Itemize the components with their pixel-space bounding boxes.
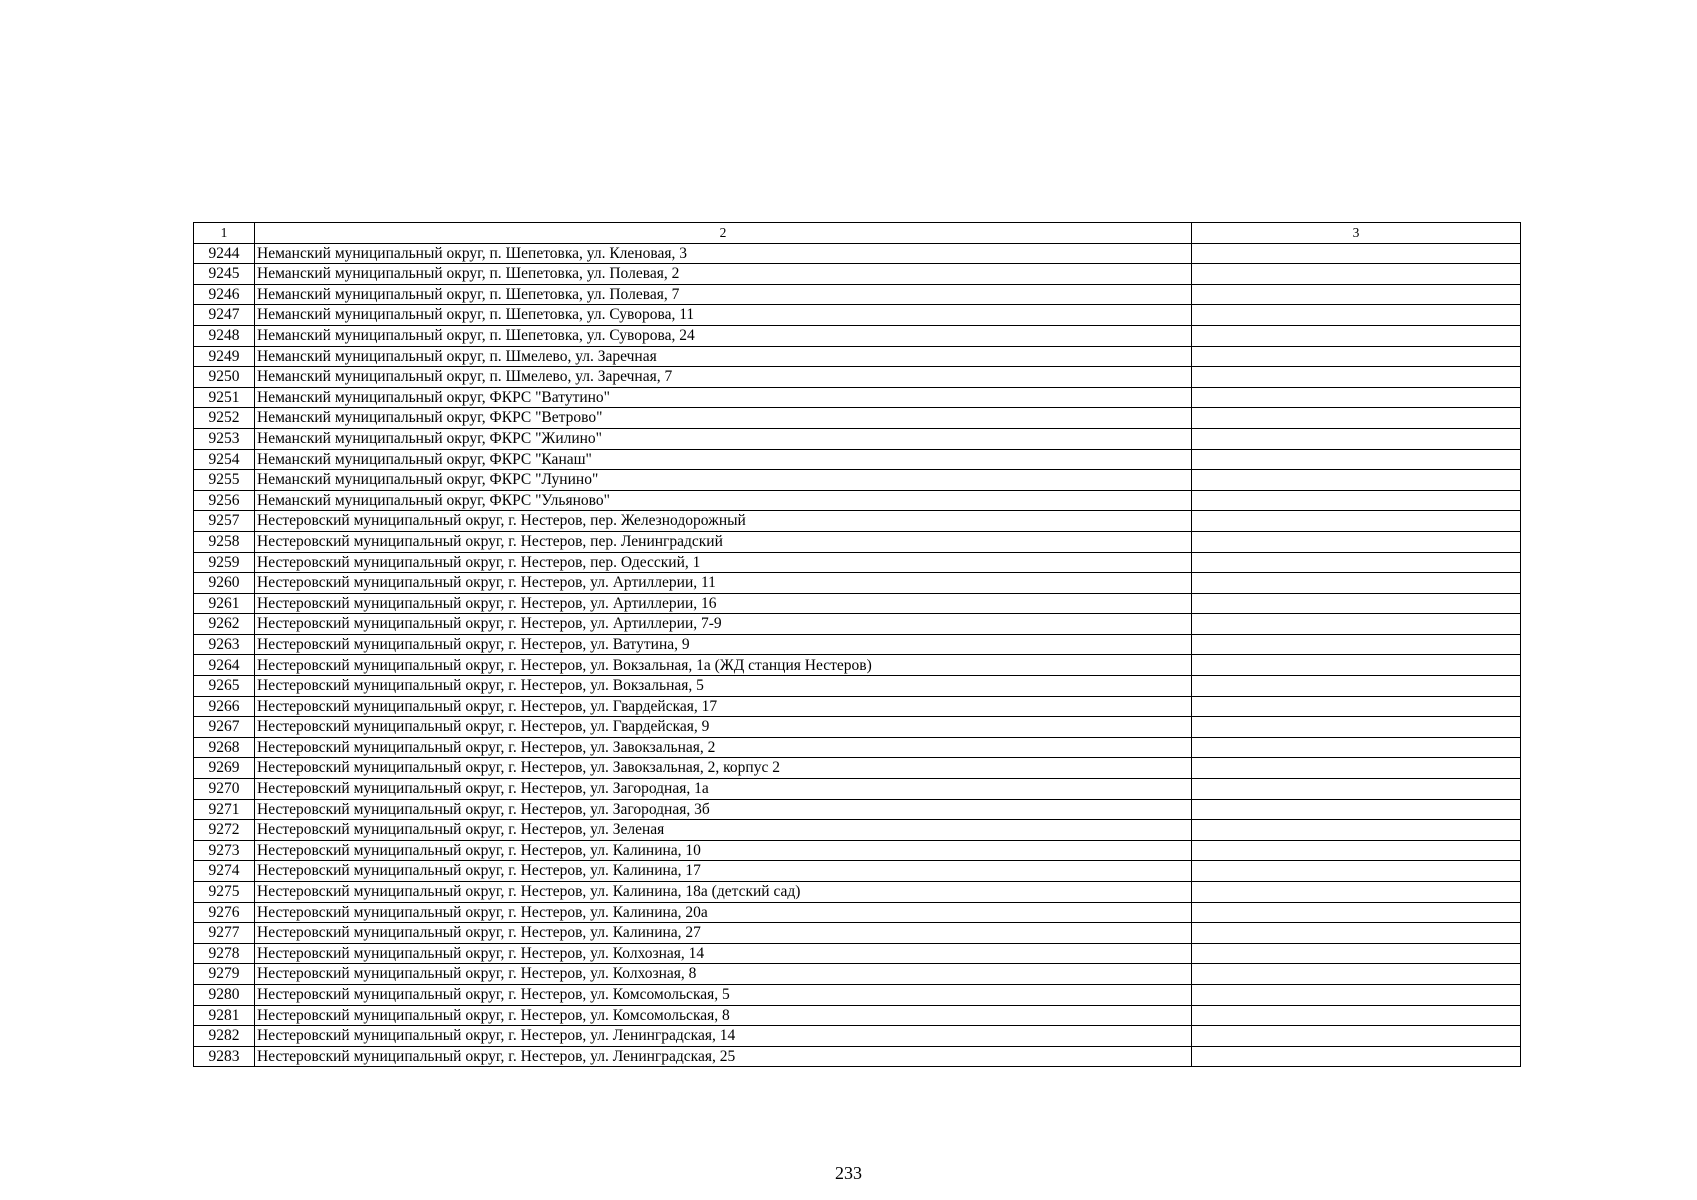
table-row [194, 799, 1521, 820]
address-cell: Нестеровский муниципальный округ, г. Нестеров, ул. Ленинградская, 25 [255, 1046, 1192, 1067]
column-3-cell [1192, 264, 1521, 285]
column-3-cell [1192, 758, 1521, 779]
column-header-2: 2 [255, 223, 1192, 244]
address-cell: Нестеровский муниципальный округ, г. Нестеров, ул. Калинина, 10 [255, 840, 1192, 861]
column-3-cell [1192, 984, 1521, 1005]
column-3-cell [1192, 923, 1521, 944]
column-3-cell [1192, 305, 1521, 326]
column-3-cell [1192, 655, 1521, 676]
table-row [194, 902, 1521, 923]
column-3-cell [1192, 243, 1521, 264]
table-row [194, 573, 1521, 594]
table-row [194, 984, 1521, 1005]
table-row [194, 449, 1521, 470]
table-row [194, 346, 1521, 367]
column-3-cell [1192, 428, 1521, 449]
address-cell: Нестеровский муниципальный округ, г. Нестеров, ул. Колхозная, 8 [255, 964, 1192, 985]
row-number-cell: 9265 [194, 676, 255, 697]
row-number-cell: 9277 [194, 923, 255, 944]
table-row [194, 923, 1521, 944]
column-3-cell [1192, 717, 1521, 738]
table-row [194, 758, 1521, 779]
address-cell: Нестеровский муниципальный округ, г. Нестеров, ул. Зеленая [255, 820, 1192, 841]
column-3-cell [1192, 284, 1521, 305]
address-cell: Неманский муниципальный округ, п. Шепетовка, ул. Полевая, 2 [255, 264, 1192, 285]
row-number-cell: 9266 [194, 696, 255, 717]
column-3-cell [1192, 490, 1521, 511]
address-cell: Нестеровский муниципальный округ, г. Нестеров, ул. Гвардейская, 9 [255, 717, 1192, 738]
column-3-cell [1192, 820, 1521, 841]
table-row [194, 634, 1521, 655]
column-3-cell [1192, 367, 1521, 388]
address-cell: Нестеровский муниципальный округ, г. Нестеров, ул. Артиллерии, 7-9 [255, 614, 1192, 635]
table-body [194, 243, 1521, 1067]
row-number-cell: 9264 [194, 655, 255, 676]
row-number-cell: 9280 [194, 984, 255, 1005]
page-number: 233 [835, 1163, 862, 1183]
address-table [193, 222, 1521, 1067]
row-number-cell: 9271 [194, 799, 255, 820]
column-3-cell [1192, 902, 1521, 923]
table-row [194, 943, 1521, 964]
column-3-cell [1192, 840, 1521, 861]
column-3-cell [1192, 470, 1521, 491]
table-row [194, 470, 1521, 491]
row-number-cell: 9276 [194, 902, 255, 923]
column-3-cell [1192, 696, 1521, 717]
table-row [194, 428, 1521, 449]
address-cell: Нестеровский муниципальный округ, г. Нестеров, ул. Комсомольская, 8 [255, 1005, 1192, 1026]
table-row [194, 614, 1521, 635]
column-3-cell [1192, 964, 1521, 985]
column-3-cell [1192, 1005, 1521, 1026]
address-cell: Неманский муниципальный округ, ФКРС "Ветрово" [255, 408, 1192, 429]
header-row [194, 223, 1521, 244]
column-3-cell [1192, 531, 1521, 552]
table-row [194, 387, 1521, 408]
row-number-cell: 9281 [194, 1005, 255, 1026]
row-number-cell: 9250 [194, 367, 255, 388]
address-cell: Нестеровский муниципальный округ, г. Нестеров, ул. Ватутина, 9 [255, 634, 1192, 655]
table-row [194, 511, 1521, 532]
address-cell: Нестеровский муниципальный округ, г. Нестеров, ул. Калинина, 20а [255, 902, 1192, 923]
address-cell: Нестеровский муниципальный округ, г. Нестеров, ул. Вокзальная, 1а (ЖД станция Нестеров) [255, 655, 1192, 676]
row-number-cell: 9272 [194, 820, 255, 841]
row-number-cell: 9246 [194, 284, 255, 305]
column-header-3: 3 [1192, 223, 1521, 244]
table-row [194, 737, 1521, 758]
address-cell: Нестеровский муниципальный округ, г. Нестеров, пер. Железнодорожный [255, 511, 1192, 532]
address-cell: Нестеровский муниципальный округ, г. Нестеров, ул. Артиллерии, 11 [255, 573, 1192, 594]
column-3-cell [1192, 593, 1521, 614]
column-3-cell [1192, 943, 1521, 964]
row-number-cell: 9254 [194, 449, 255, 470]
row-number-cell: 9267 [194, 717, 255, 738]
column-header-1: 1 [194, 223, 255, 244]
table-row [194, 593, 1521, 614]
row-number-cell: 9279 [194, 964, 255, 985]
address-cell: Нестеровский муниципальный округ, г. Нестеров, ул. Ленинградская, 14 [255, 1026, 1192, 1047]
row-number-cell: 9249 [194, 346, 255, 367]
table-row [194, 820, 1521, 841]
table-row [194, 676, 1521, 697]
column-3-cell [1192, 1046, 1521, 1067]
column-3-cell [1192, 737, 1521, 758]
address-cell: Неманский муниципальный округ, ФКРС "Жилино" [255, 428, 1192, 449]
row-number-cell: 9278 [194, 943, 255, 964]
table-row [194, 861, 1521, 882]
row-number-cell: 9270 [194, 779, 255, 800]
row-number-cell: 9248 [194, 325, 255, 346]
table-row [194, 964, 1521, 985]
address-cell: Неманский муниципальный округ, ФКРС "Ватутино" [255, 387, 1192, 408]
row-number-cell: 9268 [194, 737, 255, 758]
table-row [194, 696, 1521, 717]
row-number-cell: 9260 [194, 573, 255, 594]
row-number-cell: 9251 [194, 387, 255, 408]
column-3-cell [1192, 346, 1521, 367]
column-3-cell [1192, 1026, 1521, 1047]
address-cell: Неманский муниципальный округ, п. Шмелево, ул. Заречная [255, 346, 1192, 367]
table-row [194, 284, 1521, 305]
row-number-cell: 9269 [194, 758, 255, 779]
table-row [194, 243, 1521, 264]
column-3-cell [1192, 779, 1521, 800]
address-cell: Неманский муниципальный округ, п. Шмелево, ул. Заречная, 7 [255, 367, 1192, 388]
row-number-cell: 9259 [194, 552, 255, 573]
row-number-cell: 9282 [194, 1026, 255, 1047]
column-3-cell [1192, 882, 1521, 903]
row-number-cell: 9253 [194, 428, 255, 449]
table-row [194, 882, 1521, 903]
row-number-cell: 9247 [194, 305, 255, 326]
address-cell: Нестеровский муниципальный округ, г. Нестеров, пер. Одесский, 1 [255, 552, 1192, 573]
row-number-cell: 9261 [194, 593, 255, 614]
row-number-cell: 9263 [194, 634, 255, 655]
table-row [194, 367, 1521, 388]
row-number-cell: 9257 [194, 511, 255, 532]
address-cell: Нестеровский муниципальный округ, г. Нестеров, ул. Гвардейская, 17 [255, 696, 1192, 717]
table-row [194, 1005, 1521, 1026]
table-row [194, 1026, 1521, 1047]
row-number-cell: 9245 [194, 264, 255, 285]
table-row [194, 305, 1521, 326]
address-cell: Нестеровский муниципальный округ, г. Нестеров, ул. Комсомольская, 5 [255, 984, 1192, 1005]
address-cell: Нестеровский муниципальный округ, г. Нестеров, ул. Калинина, 27 [255, 923, 1192, 944]
row-number-cell: 9274 [194, 861, 255, 882]
table-row [194, 779, 1521, 800]
address-cell: Нестеровский муниципальный округ, г. Нестеров, ул. Артиллерии, 16 [255, 593, 1192, 614]
address-cell: Неманский муниципальный округ, ФКРС "Канаш" [255, 449, 1192, 470]
row-number-cell: 9258 [194, 531, 255, 552]
address-cell: Нестеровский муниципальный округ, г. Нестеров, ул. Завокзальная, 2, корпус 2 [255, 758, 1192, 779]
table-row [194, 840, 1521, 861]
address-cell: Нестеровский муниципальный округ, г. Нестеров, пер. Ленинградский [255, 531, 1192, 552]
address-cell: Нестеровский муниципальный округ, г. Нестеров, ул. Завокзальная, 2 [255, 737, 1192, 758]
table-header [194, 223, 1521, 244]
row-number-cell: 9273 [194, 840, 255, 861]
column-3-cell [1192, 614, 1521, 635]
column-3-cell [1192, 552, 1521, 573]
address-cell: Нестеровский муниципальный округ, г. Нестеров, ул. Колхозная, 14 [255, 943, 1192, 964]
table-row [194, 264, 1521, 285]
table-row [194, 490, 1521, 511]
row-number-cell: 9275 [194, 882, 255, 903]
address-cell: Нестеровский муниципальный округ, г. Нестеров, ул. Вокзальная, 5 [255, 676, 1192, 697]
column-3-cell [1192, 861, 1521, 882]
row-number-cell: 9256 [194, 490, 255, 511]
table-row [194, 1046, 1521, 1067]
column-3-cell [1192, 511, 1521, 532]
table-row [194, 552, 1521, 573]
address-cell: Неманский муниципальный округ, ФКРС "Лунино" [255, 470, 1192, 491]
address-cell: Нестеровский муниципальный округ, г. Нестеров, ул. Загородная, 3б [255, 799, 1192, 820]
table-row [194, 325, 1521, 346]
column-3-cell [1192, 634, 1521, 655]
row-number-cell: 9283 [194, 1046, 255, 1067]
address-cell: Нестеровский муниципальный округ, г. Нестеров, ул. Загородная, 1а [255, 779, 1192, 800]
table-row [194, 655, 1521, 676]
address-cell: Неманский муниципальный округ, ФКРС "Ульяново" [255, 490, 1192, 511]
column-3-cell [1192, 408, 1521, 429]
address-cell: Нестеровский муниципальный округ, г. Нестеров, ул. Калинина, 17 [255, 861, 1192, 882]
address-cell: Неманский муниципальный округ, п. Шепетовка, ул. Суворова, 11 [255, 305, 1192, 326]
column-3-cell [1192, 799, 1521, 820]
row-number-cell: 9262 [194, 614, 255, 635]
row-number-cell: 9255 [194, 470, 255, 491]
address-cell: Неманский муниципальный округ, п. Шепетовка, ул. Кленовая, 3 [255, 243, 1192, 264]
address-cell: Неманский муниципальный округ, п. Шепетовка, ул. Суворова, 24 [255, 325, 1192, 346]
table-row [194, 717, 1521, 738]
row-number-cell: 9244 [194, 243, 255, 264]
column-3-cell [1192, 449, 1521, 470]
table-row [194, 531, 1521, 552]
column-3-cell [1192, 325, 1521, 346]
column-3-cell [1192, 387, 1521, 408]
table-row [194, 408, 1521, 429]
column-3-cell [1192, 573, 1521, 594]
column-3-cell [1192, 676, 1521, 697]
address-cell: Неманский муниципальный округ, п. Шепетовка, ул. Полевая, 7 [255, 284, 1192, 305]
row-number-cell: 9252 [194, 408, 255, 429]
address-cell: Нестеровский муниципальный округ, г. Нестеров, ул. Калинина, 18а (детский сад) [255, 882, 1192, 903]
